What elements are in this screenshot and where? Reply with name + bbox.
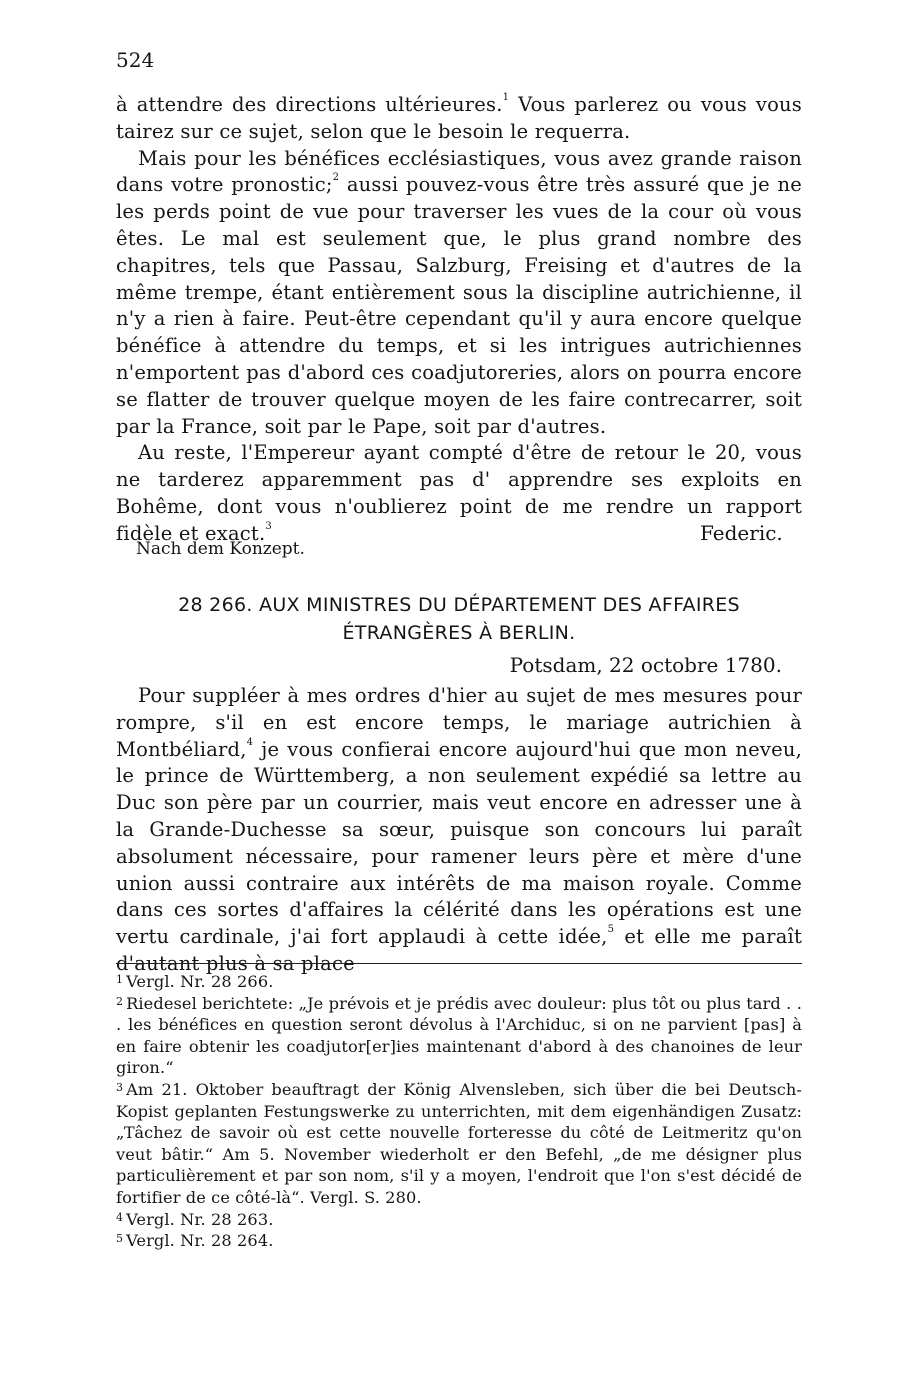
- footnote-ref: 2: [332, 172, 340, 184]
- text-run: aussi pouvez-vous être très assuré que je ne les perds point de vue pour traverser les vues de la cour où vous êtes. Le mal est seulement que, le plus grand nombre des chapitres, tels que Passau, Salzburg, Freising et d'autres de la même trempe, étant entièrement sous la discipline autrichienne, il n'y a rien à faire. Peut-être cependant qu'il y aura encore quelque bénéfice à attendre du temps, et si les intrigues autrichiennes n'emportent pas d'abord ces coadjutoreries, alors on pourra encore se flatter de trouver quelque moyen de les faire contrecarrer, soit par la France, soit par le Pape, soit par d'autres.: [116, 173, 802, 438]
- footnote-mark: 5: [116, 1232, 124, 1246]
- footnote-3: [116, 1079, 802, 1209]
- signature: Federic.: [700, 521, 783, 545]
- text-run: Au reste, l'Empereur ayant compté d'être de retour le 20, vous ne tarderez apparemment pas d' apprendre ses exploits en Bohême, dont vous n'oublierez point de me rendre un rapport fidèle et exact.: [116, 441, 802, 545]
- page-number: 524: [116, 48, 155, 72]
- heading-line-2: ÉTRANGÈRES À BERLIN.: [342, 622, 576, 644]
- text-run: à attendre des directions ultérieures.: [116, 93, 503, 116]
- text-run: je vous confierai encore aujourd'hui que mon neveu, le prince de Württemberg, a non seulement expédié sa lettre au Duc son père par un courrier, mais veut encore en adresser une à la Grande-Duchesse sa sœur, puisque son concours lui paraît absolument nécessaire, pour ramener leurs père et mère d'une union aussi contraire aux intérêts de ma maison royale. Comme dans ces sortes d'affaires la célérité dans les opérations est une vertu cardinale, j'ai fort applaudi à cette idée,: [116, 737, 802, 949]
- footnote-ref: 1: [502, 92, 510, 103]
- place-date: Potsdam, 22 octobre 1780.: [509, 653, 782, 677]
- footnote-text: Vergl. Nr. 28 263.: [126, 1209, 274, 1229]
- footnote-text: Riedesel berichtete: „Je prévois et je prédis avec douleur: plus tôt ou plus tard . . . les bénéfices en question seront dévolus à l'Archiduc, si on ne parvient [pas] à en faire obtenir les coadjutor[er]ies maintenant d'abord à des chanoines de leur giron.“: [116, 993, 802, 1078]
- letter1-paragraph-2: [116, 146, 802, 441]
- letter-body-continued: [116, 92, 802, 548]
- letter1-paragraph-1: [116, 92, 802, 146]
- footnotes: [116, 971, 802, 1252]
- footnote-mark: 3: [116, 1080, 124, 1094]
- footnote-mark: 2: [116, 994, 124, 1008]
- footnote-divider: [116, 963, 802, 964]
- footnote-1: [116, 971, 802, 993]
- letter2-body: [116, 683, 802, 978]
- footnote-mark: 4: [116, 1210, 124, 1224]
- source-note: Nach dem Konzept.: [136, 539, 305, 559]
- letter2-paragraph-1: [116, 683, 802, 978]
- text-run: Pour suppléer à mes ordres d'hier au sujet de mes mesures pour rompre, s'il en est encore temps, le mariage autrichien à Montbéliard,: [116, 684, 802, 761]
- footnote-5: [116, 1230, 802, 1252]
- footnote-ref: 5: [607, 924, 615, 936]
- footnote-2: [116, 993, 802, 1079]
- footnote-text: Vergl. Nr. 28 264.: [126, 1231, 274, 1251]
- footnote-text: Am 21. Oktober beauftragt der König Alvensleben, sich über die bei Deutsch-Kopist geplanten Festungswerke zu unterrichten, mit dem eigenhändigen Zusatz: „Tâchez de savoir où est cette nouvelle forteresse du côté de Leitmeritz qu'on veut bâtir.“ Am 5. November wiederholt er den Befehl, „de me désigner plus particulièrement et par son nom, s'il y a moyen, l'endroit que l'on s'est décidé de fortifier de ce côté-là“. Vergl. S. 280.: [116, 1079, 802, 1207]
- footnote-ref: 4: [246, 736, 254, 748]
- document-heading: [116, 591, 802, 647]
- footnote-ref: 3: [265, 520, 272, 532]
- footnote-text: Vergl. Nr. 28 266.: [126, 972, 274, 991]
- footnote-mark: 1: [116, 973, 124, 986]
- text-run: Mais pour les bénéfices ecclésiastiques, vous avez grande raison dans votre pronostic;: [116, 146, 802, 197]
- heading-line-1: 28 266. AUX MINISTRES DU DÉPARTEMENT DES AFFAIRES: [178, 594, 740, 616]
- text-run: et elle me paraît d'autant plus à sa place: [116, 925, 802, 975]
- footnote-4: [116, 1209, 802, 1231]
- text-run: Vous parlerez ou vous vous tairez sur ce sujet, selon que le besoin le requerra.: [116, 93, 802, 143]
